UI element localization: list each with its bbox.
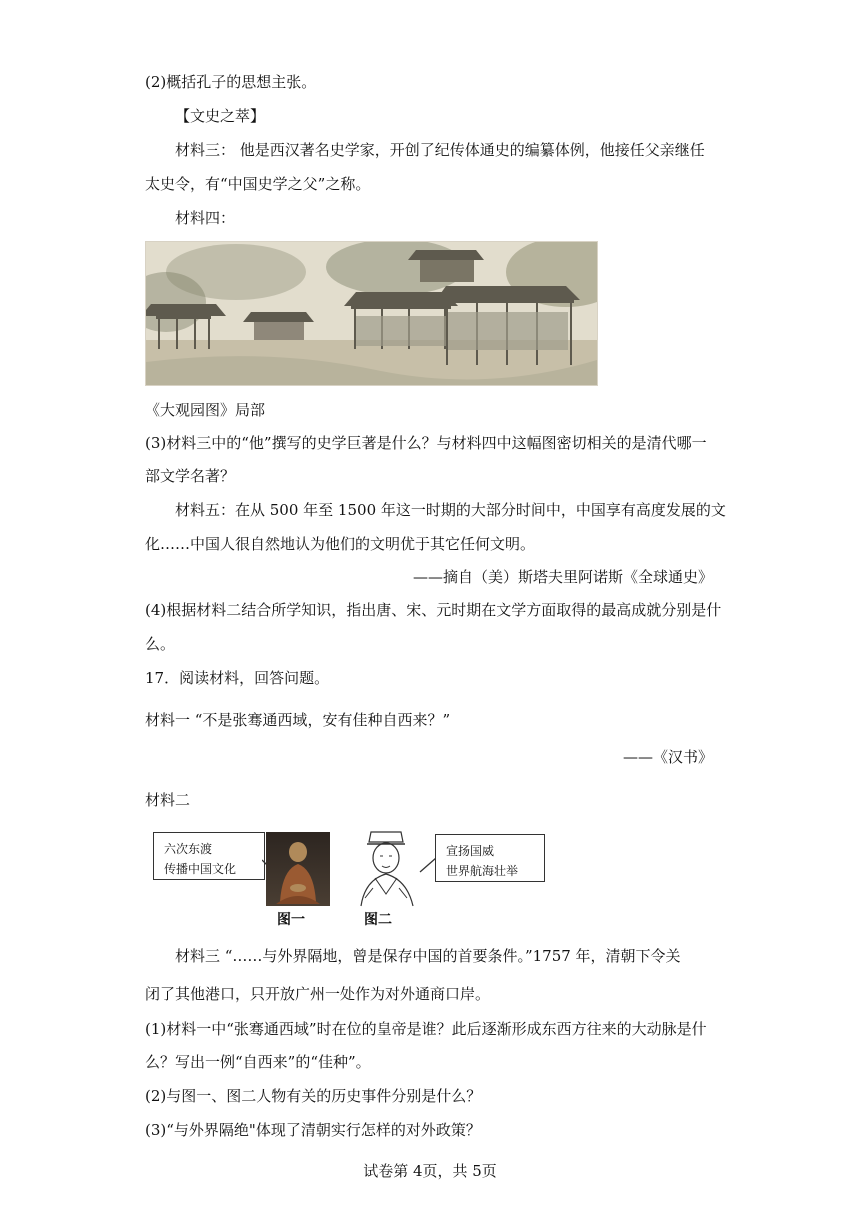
- daguanyuan-painting: [145, 241, 598, 386]
- monk-statue-image: [266, 832, 330, 906]
- question-17-3: (3)“与外界隔绝"体现了清朝实行怎样的对外政策？: [145, 1121, 481, 1139]
- q17-material-2-label: 材料二: [145, 791, 191, 809]
- material-4-label: 材料四：: [175, 209, 236, 227]
- bubble-2-line-2: 世界航海壮举: [446, 864, 519, 878]
- painting-illustration: [146, 242, 597, 385]
- question-16-4-line-1: (4)根据材料二结合所学知识，指出唐、宋、元时期在文学方面取得的最高成就分别是什: [145, 601, 722, 619]
- page-footer: 试卷第 4页，共 5页: [363, 1162, 497, 1180]
- bubble-2-line-1: 宣扬国威: [446, 844, 495, 858]
- question-17-title: 17．阅读材料，回答问题。: [145, 669, 330, 687]
- question-17-1-line-2: 么？写出一例“自西来”的“佳种”。: [145, 1053, 371, 1071]
- q17-material-1: 材料一 “不是张骞通西域，安有佳种自西来？”: [145, 711, 451, 729]
- q17-material-1-source: ——《汉书》: [622, 748, 713, 766]
- section-heading: 【文史之萃】: [175, 107, 266, 125]
- speech-bubble-2: [435, 834, 545, 882]
- material-5-line-1: 材料五：在从 500 年至 1500 年这一时期的大部分时间中，中国享有高度发展的文: [175, 501, 726, 519]
- question-17-2: (2)与图一、图二人物有关的历史事件分别是什么？: [145, 1087, 482, 1105]
- material-3-line-1: 材料三： 他是西汉著名史学家，开创了纪传体通史的编纂体例，他接任父亲继任: [175, 141, 705, 159]
- q17-material-3-line-2: 闭了其他港口，只开放广州一处作为对外通商口岸。: [145, 985, 491, 1003]
- q17-material-3-line-1: 材料三 “……与外界隔地，曾是保存中国的首要条件。”1757 年，清朝下令关: [175, 947, 681, 965]
- bubble-1-line-1: 六次东渡: [164, 842, 213, 856]
- question-17-1-line-1: (1)材料一中“张骞通西域”时在位的皇帝是谁？此后逐渐形成东西方往来的大动脉是什: [145, 1020, 707, 1038]
- material-3-line-2: 太史令，有“中国史学之父”之称。: [145, 175, 371, 193]
- painting-caption: 《大观园图》局部: [145, 401, 266, 419]
- bubble-1-line-2: 传播中国文化: [164, 862, 237, 876]
- question-16-4-line-2: 么。: [145, 635, 176, 653]
- figure-2-label: 图二: [364, 912, 392, 928]
- zhenghe-portrait-image: [351, 828, 421, 908]
- speech-bubble-1: [153, 832, 265, 880]
- question-16-2: (2)概括孔子的思想主张。: [145, 73, 317, 91]
- material-5-line-2: 化……中国人很自然地认为他们的文明优于其它任何文明。: [145, 535, 536, 553]
- figure-1-label: 图一: [277, 912, 305, 928]
- material-5-source: ——摘自（美）斯塔夫里阿诺斯《全球通史》: [412, 568, 713, 586]
- question-16-3-line-2: 部文学名著？: [145, 467, 236, 485]
- question-16-3-line-1: (3)材料三中的“他”撰写的史学巨著是什么？与材料四中这幅图密切相关的是清代哪一: [145, 434, 707, 452]
